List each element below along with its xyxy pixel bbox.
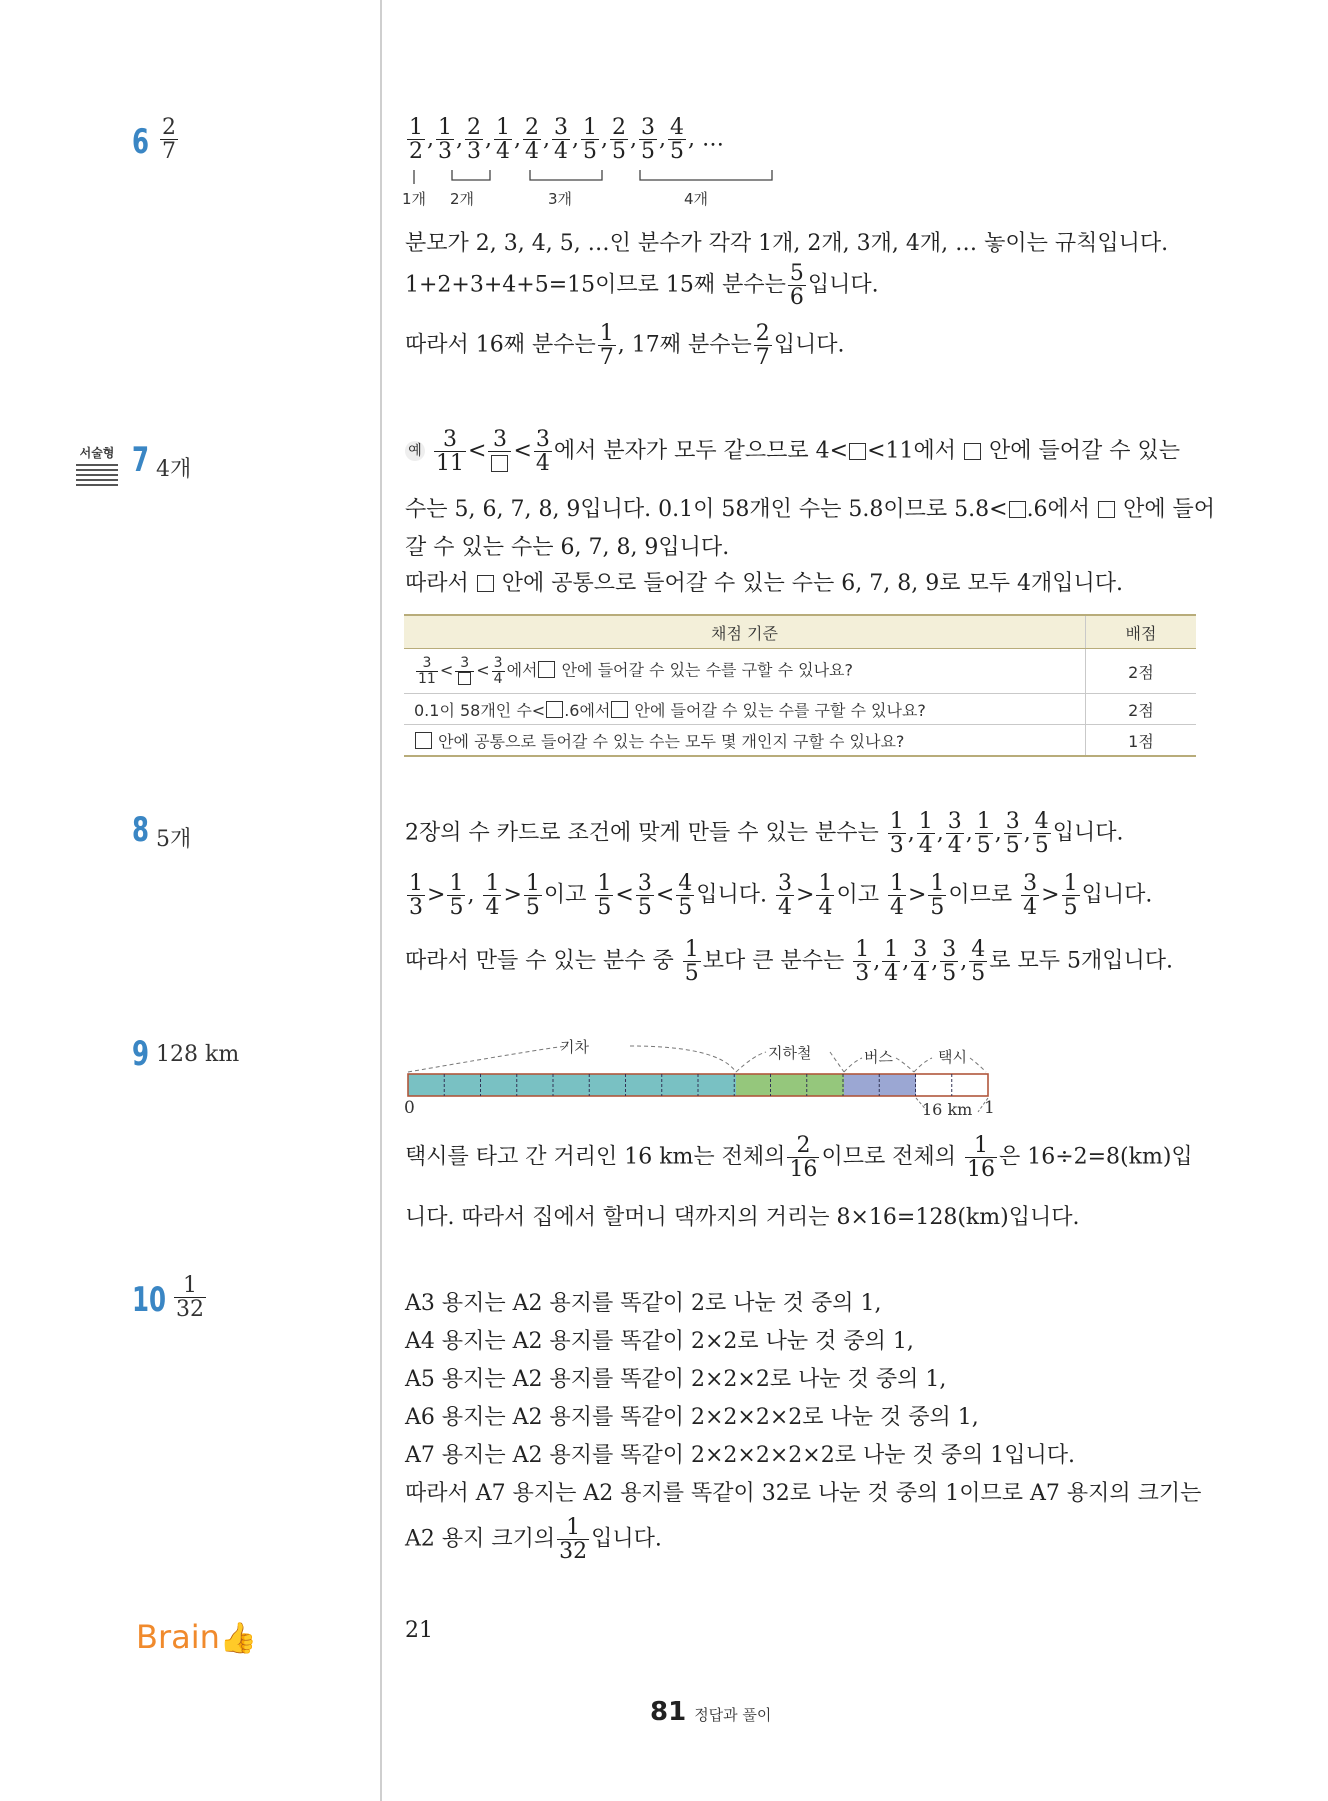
p6-text-1: 분모가 2, 3, 4, 5, …인 분수가 각각 1개, 2개, 3개, 4개, … 놓이는 규칙입니다. <box>405 231 1169 256</box>
train-segment <box>408 1074 736 1096</box>
fraction: $\frac{3}{5}$ <box>1005 809 1020 859</box>
fraction: $\frac{2}{4}$ <box>525 115 539 165</box>
bus-segment <box>844 1074 916 1096</box>
label-train: 기차 <box>560 1038 589 1056</box>
fraction: $\frac{4}{5}$ <box>1034 809 1049 859</box>
fraction: $\frac{3}{5}$ <box>641 115 655 165</box>
group-label-2: 2개 <box>450 190 475 208</box>
problem-number-10: 10 <box>132 1280 167 1320</box>
p10-line: A3 용지는 A2 용지를 똑같이 2로 나눈 것 중의 1, <box>405 1291 882 1316</box>
p7-text-3: 갈 수 있는 수는 6, 7, 8, 9입니다. <box>405 535 730 560</box>
fraction: $\frac{4}{5}$ <box>971 937 986 987</box>
fraction: $\frac{1}{2}$ <box>409 115 423 165</box>
fraction: $\frac{1}{3}$ <box>438 115 452 165</box>
group-brackets <box>400 166 820 188</box>
page-footer <box>650 1697 771 1727</box>
fraction: $\frac{3}{4}$ <box>913 937 928 987</box>
fraction: $\frac{3}{4}$ <box>947 809 962 859</box>
blank-box <box>849 443 866 460</box>
blank-box <box>491 455 508 472</box>
label-subway: 지하철 <box>768 1044 812 1062</box>
p8-text-2: $\frac{1}{3}$ > $\frac{1}{5}$ , $\frac{1}{4}$ > $\frac{1}{5}$ 이고 $\frac{1}{5}$ < $\frac{3}{5}$ < $\frac{4}{5}$ 입니다. $\frac{3}{4}$ > $\frac{1}{4}$ 이고 $\frac{1}{4}$ > $\frac{1}{5}$ 이므로 $\frac{3}{4}$ > $\frac{1}{5}$ 입니다. <box>409 871 1153 921</box>
page-left-number: 21 <box>405 1618 433 1643</box>
fraction: $\frac{1}{5}$ <box>976 809 991 859</box>
group-label-4: 4개 <box>684 190 709 208</box>
problem-number-8: 8 <box>132 810 150 850</box>
table-header-criteria: 채점 기준 <box>404 615 1086 649</box>
p10-line: A7 용지는 A2 용지를 똑같이 2×2×2×2×2로 나눈 것 중의 1입니다. <box>405 1443 1075 1468</box>
p10-line: A5 용지는 A2 용지를 똑같이 2×2×2로 나눈 것 중의 1, <box>405 1367 947 1392</box>
fraction: $\frac{1}{3}$ <box>889 809 904 859</box>
descriptive-tag: 서술형 <box>79 446 115 460</box>
p10-line: A4 용지는 A2 용지를 똑같이 2×2로 나눈 것 중의 1, <box>405 1329 914 1354</box>
fraction: $\frac{2}{5}$ <box>612 115 626 165</box>
fraction: $\frac{1}{4}$ <box>496 115 510 165</box>
p10-line: A6 용지는 A2 용지를 똑같이 2×2×2×2로 나눈 것 중의 1, <box>405 1405 979 1430</box>
p7-text-2: 수는 5, 6, 7, 8, 9입니다. 0.1이 58개인 수는 5.8이므로 5.8< .6에서 안에 들어 <box>405 497 1216 522</box>
fraction: $\frac{4}{5}$ <box>670 115 684 165</box>
p6-text-3: 따라서 16째 분수는 $\frac{1}{7}$ , 17째 분수는 $\frac{2}{7}$ 입니다. <box>405 321 845 371</box>
p8-text-3: 따라서 만들 수 있는 분수 중 $\frac{1}{5}$ 보다 큰 분수는 $\frac{1}{3}$ , $\frac{1}{4}$ , $\frac{3}{4}$ , $\frac{3}{5}$ , $\frac{4}{5}$ 로 모두 5개입니다. <box>405 937 1173 987</box>
answer-fraction: $\frac{2}{7}$ <box>162 115 176 165</box>
fraction: $\frac{1}{4}$ <box>918 809 933 859</box>
descriptive-tag-lines <box>76 464 118 486</box>
fraction: $\frac{1}{5}$ <box>684 937 699 987</box>
bar-start-label: 0 <box>404 1098 415 1118</box>
label-taxi: 택시 <box>938 1048 967 1066</box>
fraction: $\frac{2}{3}$ <box>467 115 481 165</box>
p9-text-2: 니다. 따라서 집에서 할머니 댁까지의 거리는 8×16=128(km)입니다. <box>405 1205 1080 1230</box>
answer-6 <box>158 116 180 163</box>
p6-text-2: 1+2+3+4+5=15이므로 15째 분수는 $\frac{5}{6}$ 입니다. <box>405 261 879 311</box>
column-divider <box>380 0 382 1801</box>
page-number: 81 <box>650 1697 687 1727</box>
example-mark: 예 <box>405 441 425 461</box>
problem-number-9: 9 <box>132 1034 150 1074</box>
problem-number-6: 6 <box>132 122 150 162</box>
fraction: $\frac{1}{4}$ <box>884 937 899 987</box>
footer-label: 정답과 풀이 <box>694 1706 772 1724</box>
problem-number-7: 7 <box>132 440 150 480</box>
p9-text-1: 택시를 타고 간 거리인 16 km는 전체의 $\frac{2}{16}$ 이므로 전체의 $\frac{1}{16}$ 은 16÷2=8(km)입 <box>405 1133 1193 1183</box>
thumbs-up-icon: 👍 <box>219 1621 258 1656</box>
scoring-table <box>404 614 1196 757</box>
table-row: 0.1이 58개인 수< .6에서 안에 들어갈 수 있는 수를 구할 수 있나요? 2점 <box>404 694 1196 725</box>
p8-text-1: 2장의 수 카드로 조건에 맞게 만들 수 있는 분수는 $\frac{1}{3}$ , $\frac{1}{4}$ , $\frac{3}{4}$ , $\frac{1}{5}$ , $\frac{3}{5}$ , $\frac{4}{5}$ 입니다. <box>405 809 1124 859</box>
group-label-3: 3개 <box>548 190 573 208</box>
taxi-distance-label: 16 km <box>922 1100 973 1119</box>
table-header-points: 배점 <box>1086 615 1197 649</box>
answer-8: 5개 <box>156 827 192 852</box>
answer-10: $\frac{1}{32}$ <box>176 1273 204 1323</box>
fraction-sequence: $\frac{1}{2}$ , $\frac{1}{3}$ , $\frac{2}{3}$ , $\frac{1}{4}$ , $\frac{2}{4}$ , $\frac{3}{4}$ , $\frac{1}{5}$ , $\frac{2}{5}$ , $\frac{3}{5}$ , $\frac{4}{5}$ , … <box>409 115 724 165</box>
group-label-1: 1개 <box>402 190 427 208</box>
subway-segment <box>736 1074 844 1096</box>
fraction: $\frac{3}{4}$ <box>554 115 568 165</box>
fraction: $\frac{1}{3}$ <box>855 937 870 987</box>
bar-end-label: 1 <box>984 1098 995 1118</box>
p10-line-last: A2 용지 크기의 $\frac{1}{32}$ 입니다. <box>405 1515 662 1565</box>
label-bus: 버스 <box>864 1048 893 1066</box>
p10-line: 따라서 A7 용지는 A2 용지를 똑같이 32로 나눈 것 중의 1이므로 A7 용지의 크기는 <box>405 1481 1202 1506</box>
table-row: 안에 공통으로 들어갈 수 있는 수는 모두 몇 개인지 구할 수 있나요? 1점 <box>404 725 1196 757</box>
brain-logo: Brain👍 <box>136 1618 258 1656</box>
p7-text-1: 예 $\frac{3}{11}$ < 3 < $\frac{3}{4}$ 에서 분자가 모두 같으므로 4< <11에서 안에 들어갈 수 있는 <box>405 428 1180 475</box>
fraction: $\frac{1}{5}$ <box>583 115 597 165</box>
table-row: $\frac{3}{11}$ < 3 < $\frac{3}{4}$ 에서 안에 들어갈 수 있는 수를 구할 수 있나요? 2점 <box>404 649 1196 694</box>
answer-9: 128 km <box>156 1042 240 1067</box>
fraction: $\frac{3}{5}$ <box>942 937 957 987</box>
answer-7: 4개 <box>156 457 192 482</box>
p7-text-4: 따라서 안에 공통으로 들어갈 수 있는 수는 6, 7, 8, 9로 모두 4개입니다. <box>405 571 1123 596</box>
blank-box <box>964 443 981 460</box>
